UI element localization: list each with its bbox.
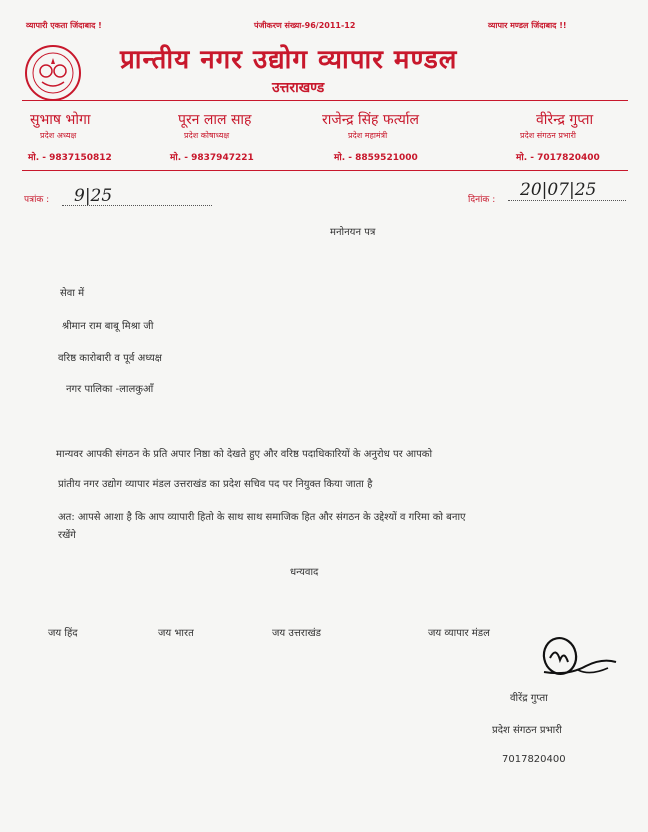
signatory-name: वीरेंद्र गुप्ता xyxy=(510,693,548,704)
official-1-role: प्रदेश अध्यक्ष xyxy=(40,131,77,140)
reference-underline xyxy=(62,205,212,206)
slogan-top-right: व्यापार मण्डल जिंदाबाद !! xyxy=(488,21,567,30)
date-label: दिनांक : xyxy=(468,195,496,205)
header-rule-bottom xyxy=(22,170,628,171)
registration-number: पंजीकरण संख्या-96/2011-12 xyxy=(254,21,356,30)
official-1-mobile: मो. - 9837150812 xyxy=(28,153,112,163)
body-line-4: रखेंगे xyxy=(58,530,76,541)
body-line-1: मान्यवर आपकी संगठन के प्रति अपार निष्ठा को देखते हुए और वरिष्ठ पदाधिकारियों के अनुरोध पर आपको xyxy=(56,449,433,460)
org-name: प्रान्तीय नगर उद्योग व्यापार मण्डल xyxy=(120,45,458,75)
org-logo-icon xyxy=(24,44,82,102)
slogan-jai-uttarakhand: जय उत्तराखंड xyxy=(272,628,321,639)
official-3-mobile: मो. - 8859521000 xyxy=(334,153,418,163)
official-3-role: प्रदेश महामंत्री xyxy=(348,131,388,140)
letter-subject: मनोनयन पत्र xyxy=(330,227,376,238)
official-4-role: प्रदेश संगठन प्रभारी xyxy=(520,131,576,140)
official-2-role: प्रदेश कोषाध्यक्ष xyxy=(184,131,230,140)
signature-icon xyxy=(538,632,620,688)
body-line-3: अत: आपसे आशा है कि आप व्यापारी हितो के साथ साथ समाजिक हित और संगठन के उद्देश्यों व गरिमा को बनाए xyxy=(58,512,466,523)
reference-label: पत्रांक : xyxy=(24,195,50,205)
official-3-name: राजेन्द्र सिंह फर्त्याल xyxy=(322,112,420,128)
date-value: 20|07|25 xyxy=(520,180,597,200)
thanks: धन्यवाद xyxy=(290,567,319,578)
header-rule-top xyxy=(22,100,628,101)
slogan-jai-hind: जय हिंद xyxy=(48,628,78,639)
slogan-top-left: व्यापारी एकता जिंदाबाद ! xyxy=(26,21,102,30)
official-4-name: वीरेन्द्र गुप्ता xyxy=(536,112,594,128)
signatory-title: प्रदेश संगठन प्रभारी xyxy=(492,725,562,736)
official-4-mobile: मो. - 7017820400 xyxy=(516,153,600,163)
reference-number: 9|25 xyxy=(74,186,113,206)
signatory-phone: 7017820400 xyxy=(502,754,566,765)
recipient-name: श्रीमान राम बाबू मिश्रा जी xyxy=(62,321,154,332)
org-state: उत्तराखण्ड xyxy=(272,80,325,96)
body-line-2: प्रांतीय नगर उद्योग व्यापार मंडल उत्तराखंड का प्रदेश सचिव पद पर नियुक्त किया जाता है xyxy=(58,479,373,490)
official-1-name: सुभाष भोगा xyxy=(30,112,91,128)
official-2-mobile: मो. - 9837947221 xyxy=(170,153,254,163)
date-underline xyxy=(508,200,626,201)
official-2-name: पूरन लाल साह xyxy=(178,112,252,128)
slogan-jai-bharat: जय भारत xyxy=(158,628,194,639)
slogan-jai-vyapar-mandal: जय व्यापार मंडल xyxy=(428,628,490,639)
recipient-location: नगर पालिका -लालकुआँ xyxy=(66,384,154,395)
recipient-designation: वरिष्ठ कारोबारी व पूर्व अध्यक्ष xyxy=(58,353,162,364)
salutation: सेवा में xyxy=(60,288,85,299)
